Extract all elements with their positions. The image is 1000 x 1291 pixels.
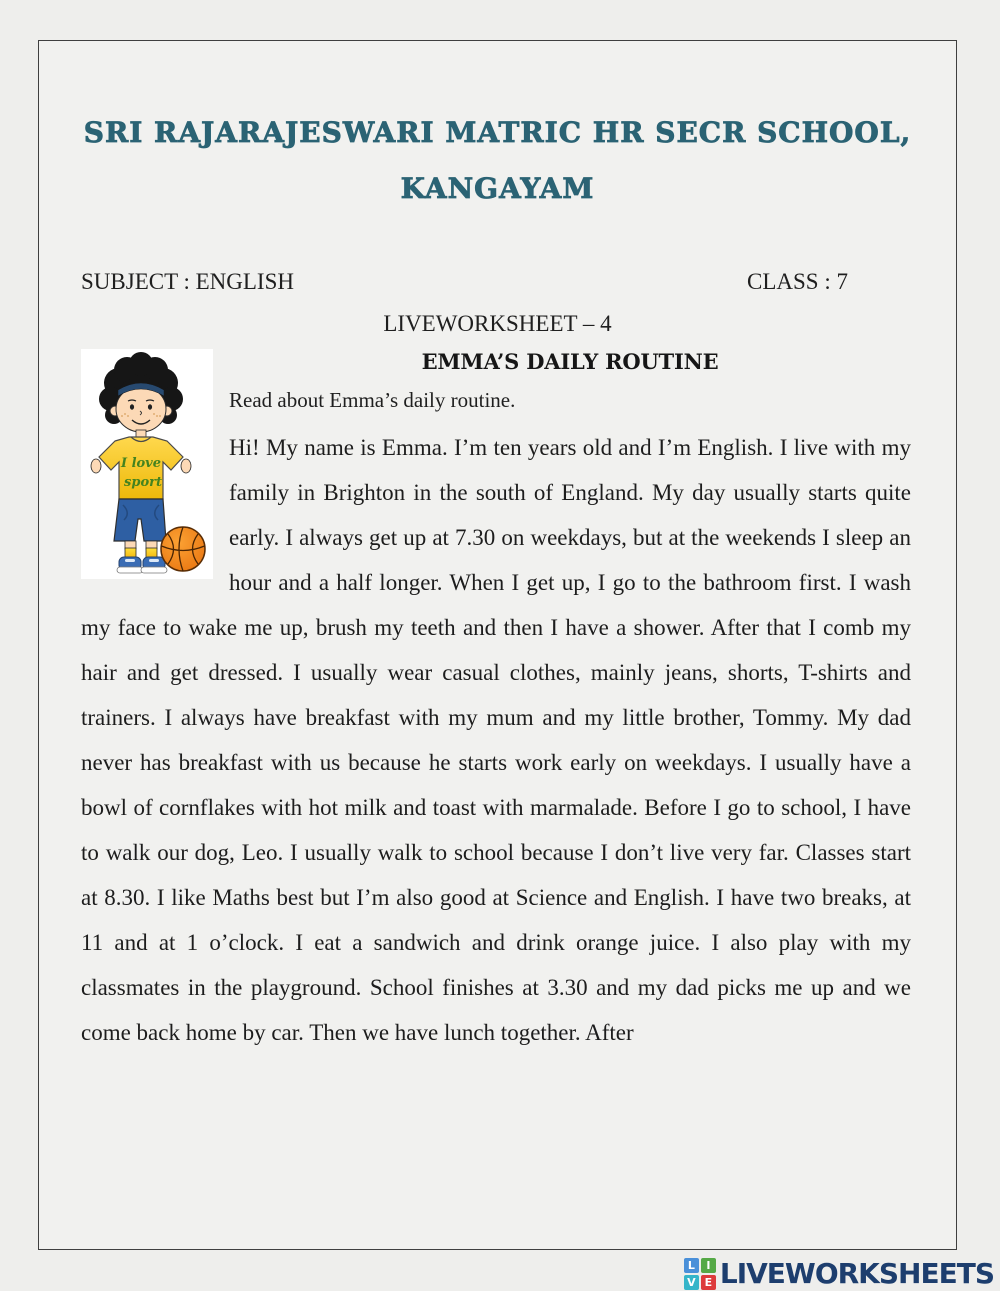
worksheet-page xyxy=(38,40,957,1250)
school-title-line1: SRI RAJARAJESWARI MATRIC HR SECR SCHOOL, xyxy=(83,116,912,149)
subject-label: SUBJECT : ENGLISH xyxy=(81,269,294,294)
boy-with-basketball-svg xyxy=(81,349,213,579)
basketball-icon xyxy=(161,527,205,571)
logo-square-e: E xyxy=(701,1275,716,1290)
section-title: EMMA’S DAILY ROUTINE xyxy=(421,349,719,374)
shirt-text-line2: sport xyxy=(124,475,162,490)
logo-square-v: V xyxy=(684,1275,699,1290)
logo-square-i: I xyxy=(701,1258,716,1273)
boy-with-basketball-illustration xyxy=(81,349,213,579)
liveworksheets-watermark xyxy=(684,1257,994,1290)
school-title xyxy=(39,41,956,217)
meta-row xyxy=(39,269,956,295)
liveworksheets-logo-icon xyxy=(684,1258,716,1290)
instruction-text: Read about Emma’s daily routine. xyxy=(229,388,516,412)
class-label: CLASS : 7 xyxy=(747,269,848,294)
logo-square-l: L xyxy=(684,1258,699,1273)
reading-section xyxy=(39,349,956,1055)
passage-text: Hi! My name is Emma. I’m ten years old and I’m English. I live with my family in Brighton in the south of England. My day usually starts quite early. I always get up at 7.30 on weekdays, but at the weekends I sleep an hour and a half longer. When I get up, I go to the bathroom first. I wash my face to wake me up, brush my teeth and then I have a shower. After that I comb my hair and get dressed. I usually wear casual clothes, mainly jeans, shorts, T-shirts and trainers. I always have breakfast with my mum and my little brother, Tommy. My dad never has breakfast with us because he starts work early on weekdays. I usually have a bowl of cornflakes with hot milk and toast with marmalade. Before I go to school, I have to walk our dog, Leo. I usually walk to school because I don’t live very far. Classes start at 8.30. I like Maths best but I’m also good at Science and English. I have two breaks, at 11 and at 1 o’clock. I eat a sandwich and drink orange juice. I also play with my classmates in the playground. School finishes at 3.30 and my dad picks me up and we come back home by car. Then we have lunch together. After xyxy=(81,435,911,1045)
liveworksheets-brand-text: LIVEWORKSHEETS xyxy=(719,1257,994,1290)
shirt-text-line1: I love xyxy=(120,456,162,471)
school-title-line2: KANGAYAM xyxy=(400,172,595,205)
worksheet-number: LIVEWORKSHEET – 4 xyxy=(383,311,612,336)
